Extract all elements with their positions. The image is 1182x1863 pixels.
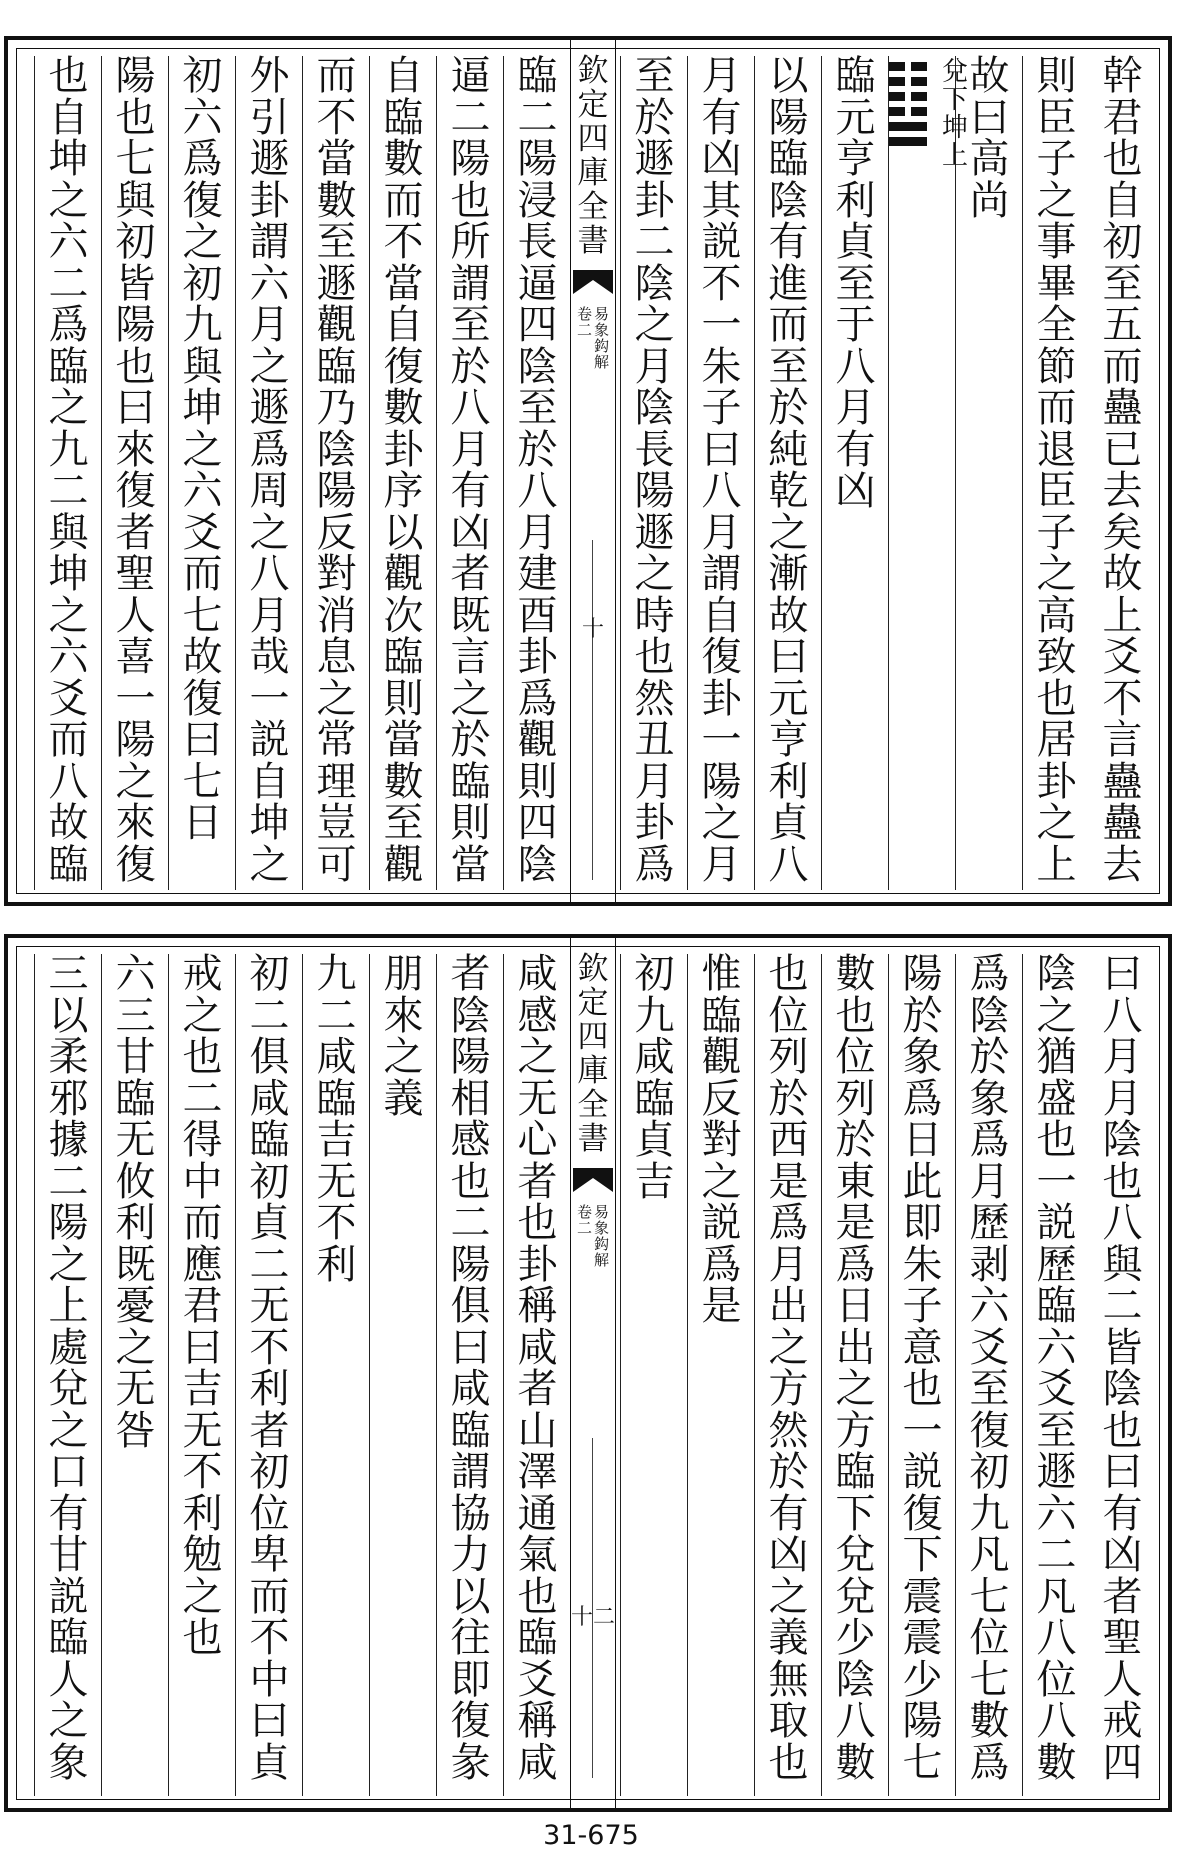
bottom-right-column-text: 初 九 咸 臨 貞 吉 xyxy=(634,951,675,1205)
lin-hexagram-icon xyxy=(889,58,979,170)
bottom-left-column-text: 六 三 甘 臨 无 攸 利 既 憂 之 无 咎 xyxy=(115,951,156,1454)
top-right-column xyxy=(620,53,688,890)
top-right-column xyxy=(888,56,968,890)
bottom-right-column xyxy=(821,951,889,1796)
bottom-center-subtitle-volume: 卷 二 xyxy=(576,1203,592,1237)
bottom-folio: 十二 xyxy=(571,1605,616,1630)
top-page xyxy=(4,36,1172,906)
bottom-right-column-text: 數 也 位 列 於 東 是 爲 日 出 之 方 臨 下 兌 兌 少 陰 八 數 xyxy=(835,951,876,1786)
bottom-right-column-text: 陰 之 猶 盛 也 一 説 歷 臨 六 爻 至 遯 六 二 凡 八 位 八 數 xyxy=(1036,951,1077,1786)
top-left-column-text: 陽 也 七 與 初 皆 陽 也 曰 來 復 者 聖 人 喜 一 陽 之 來 復 xyxy=(115,53,156,888)
bottom-right-column xyxy=(888,951,956,1796)
bottom-right-column-text: 爲 陰 於 象 爲 月 歷 剥 六 爻 至 復 初 九 凡 七 位 七 數 爲 xyxy=(969,951,1010,1786)
top-center-subtitle-volume: 卷 二 xyxy=(576,305,592,339)
bottom-left-column-text: 咸 感 之 无 心 者 也 卦 稱 咸 者 山 澤 通 氣 也 臨 爻 稱 咸 xyxy=(517,951,558,1786)
bottom-page xyxy=(4,934,1172,1812)
bottom-right-column xyxy=(955,951,1023,1796)
top-right-column xyxy=(687,53,755,890)
fishtail-ornament-icon xyxy=(571,268,615,296)
top-right-column-text: 幹 君 也 自 初 至 五 而 蠱 已 去 矣 故 上 爻 不 言 蠱 蠱 去 xyxy=(1102,53,1143,888)
bottom-left-column xyxy=(436,951,504,1796)
top-left-column xyxy=(235,53,303,890)
top-left-column xyxy=(436,53,504,890)
top-left-column-text: 外 引 遯 卦 謂 六 月 之 遯 爲 周 之 八 月 哉 一 説 自 坤 之 xyxy=(249,53,290,888)
top-left-column xyxy=(369,53,437,890)
bottom-left-column xyxy=(369,951,437,1796)
top-left-column xyxy=(101,53,169,890)
top-right-column-text: 月 有 凶 其 説 不 一 朱 子 曰 八 月 謂 自 復 卦 一 陽 之 月 xyxy=(701,53,742,888)
top-left-column-text: 初 六 爲 復 之 初 九 與 坤 之 六 爻 而 七 故 復 曰 七 日 xyxy=(182,53,223,846)
bottom-right-column-text: 陽 於 象 爲 日 此 即 朱 子 意 也 一 説 復 下 震 震 少 陽 七 xyxy=(902,951,943,1786)
bottom-left-column-text: 戒 之 也 二 得 中 而 應 君 曰 吉 无 不 利 勉 之 也 xyxy=(182,951,223,1661)
top-right-column-text: 則 臣 子 之 事 畢 全 節 而 退 臣 子 之 高 致 也 居 卦 之 上 xyxy=(1036,53,1077,888)
bottom-left-column-text: 九 二 咸 臨 吉 无 不 利 xyxy=(316,951,357,1288)
bottom-right-column-text: 也 位 列 於 西 是 爲 月 出 之 方 然 於 有 凶 之 義 無 取 也 xyxy=(768,951,809,1786)
top-right-column xyxy=(1022,53,1090,890)
bottom-center-title: 欽 定 四 庫 全 書 xyxy=(577,951,609,1157)
bottom-left-column-text: 三 以 柔 邪 據 二 陽 之 上 處 兌 之 口 有 甘 説 臨 人 之 象 xyxy=(48,951,89,1786)
bottom-left-column xyxy=(235,951,303,1796)
bottom-right-column-text: 曰 八 月 月 陰 也 八 與 二 皆 陰 也 曰 有 凶 者 聖 人 戒 四 xyxy=(1102,951,1143,1786)
catalog-number: 31-675 xyxy=(543,1820,639,1851)
bottom-left-column-text: 朋 來 之 義 xyxy=(383,951,424,1122)
bottom-center-gutter xyxy=(570,938,616,1808)
top-right-column xyxy=(1089,53,1156,890)
top-right-column xyxy=(754,53,822,890)
fishtail-ornament-icon xyxy=(571,1166,615,1194)
top-right-column-text: 故 曰 高 尚 xyxy=(969,53,1010,224)
top-left-column-text: 逼 二 陽 也 所 謂 至 於 八 月 有 凶 者 既 言 之 於 臨 則 當 xyxy=(450,53,491,888)
top-center-subtitle xyxy=(577,306,609,370)
top-left-column xyxy=(302,53,370,890)
top-center-subtitle-book: 易 象 鈎 解 xyxy=(594,305,610,371)
top-left-column xyxy=(168,53,236,890)
trigram-lower-label: 兌 下 xyxy=(941,57,968,115)
bottom-center-subtitle xyxy=(577,1204,609,1268)
bottom-right-column xyxy=(754,951,822,1796)
top-left-column-text: 而 不 當 數 至 遯 觀 臨 乃 陰 陽 反 對 消 息 之 常 理 豈 可 xyxy=(316,53,357,888)
bottom-left-column-text: 者 陰 陽 相 感 也 二 陽 俱 曰 咸 臨 謂 協 力 以 往 即 復 彖 xyxy=(450,951,491,1786)
top-right-column-text: 至 於 遯 卦 二 陰 之 月 陰 長 陽 遯 之 時 也 然 丑 月 卦 爲 xyxy=(634,53,675,888)
trigram-upper-label: 坤 上 xyxy=(941,113,968,171)
top-right-column-text: 臨 元 亨 利 貞 至 于 八 月 有 凶 xyxy=(835,53,876,514)
bottom-left-column xyxy=(34,951,102,1796)
bottom-right-column xyxy=(1022,951,1090,1796)
bottom-right-column-text: 惟 臨 觀 反 對 之 説 爲 是 xyxy=(701,951,742,1329)
bottom-left-column xyxy=(168,951,236,1796)
bottom-left-column-text: 初 二 俱 咸 臨 初 貞 二 无 不 利 者 初 位 卑 而 不 中 曰 貞 xyxy=(249,951,290,1786)
top-folio: 十 xyxy=(581,617,604,642)
top-right-column xyxy=(955,53,1023,890)
bottom-left-column xyxy=(302,951,370,1796)
top-center-title: 欽 定 四 庫 全 書 xyxy=(577,53,609,259)
top-left-column-text: 也 自 坤 之 六 二 爲 臨 之 九 二 與 坤 之 六 爻 而 八 故 臨 xyxy=(48,53,89,888)
bottom-right-column xyxy=(687,951,755,1796)
top-center-gutter xyxy=(570,40,616,902)
top-left-column-text: 自 臨 數 而 不 當 自 復 數 卦 序 以 觀 次 臨 則 當 數 至 觀 xyxy=(383,53,424,888)
top-left-column-text: 臨 二 陽 浸 長 逼 四 陰 至 於 八 月 建 酉 卦 爲 觀 則 四 陰 xyxy=(517,53,558,888)
top-center-rule xyxy=(592,540,593,880)
bottom-right-column xyxy=(620,951,688,1796)
bottom-left-column xyxy=(503,951,571,1796)
top-left-column xyxy=(34,53,102,890)
top-right-column-text: 以 陽 臨 陰 有 進 而 至 於 純 乾 之 漸 故 曰 元 亨 利 貞 八 xyxy=(768,53,809,888)
bottom-center-subtitle-book: 易 象 鈎 解 xyxy=(594,1203,610,1269)
top-left-column xyxy=(503,53,571,890)
bottom-left-column xyxy=(101,951,169,1796)
bottom-right-column xyxy=(1089,951,1156,1796)
top-right-column xyxy=(821,53,889,890)
